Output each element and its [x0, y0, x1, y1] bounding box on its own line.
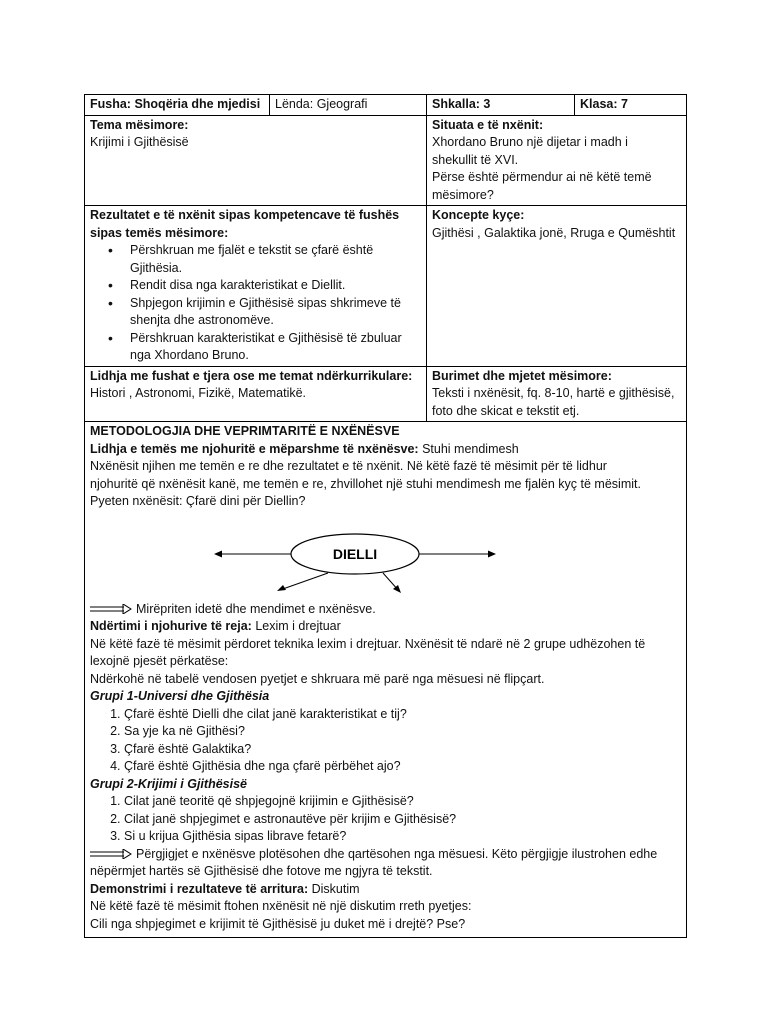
list-item: 3. Çfarë është Galaktika?: [124, 741, 681, 759]
situata-line: Përse është përmendur ai në këtë temë: [432, 170, 652, 184]
lidhja-njohurite: [90, 441, 681, 459]
ndertimi-label: Ndërtimi i njohurive të reja:: [90, 619, 252, 633]
burimet-line: foto dhe skicat e tekstit etj.: [432, 403, 580, 418]
lidhja-njohurite-label: Lidhja e temës me njohuritë e mëparshme të nxënësve:: [90, 441, 419, 456]
burimet-line: Teksti i nxënësit, fq. 8-10, hartë e gjithësisë,: [432, 386, 675, 400]
list-item: 1. Çfarë është Dielli dhe cilat janë karakteristikat e tij?: [124, 706, 681, 724]
rezultatet-cell: [85, 206, 427, 367]
grupi1-title: Grupi 1-Universi dhe Gjithësia: [90, 689, 270, 703]
lesson-plan: [84, 94, 686, 938]
situata-line: shekullit të XVI.: [432, 152, 519, 167]
list-item: 2. Cilat janë shpjegimet e astronautëve për krijim e Gjithësisë?: [124, 811, 681, 829]
lidhja-njohurite-value: Stuhi mendimesh: [418, 441, 519, 456]
arrowhead-down-left: [277, 585, 286, 591]
metodologjia-cell: [85, 422, 687, 938]
lidhja-label: Lidhja me fushat e tjera ose me temat ndërkurrikulare:: [90, 368, 413, 383]
grupi2-list: [90, 793, 681, 846]
paragraph-line: nëpërmjet hartës së Gjithësisë dhe fotove me ngjyra të tekstit.: [90, 864, 433, 878]
shkalla-cell: Shkalla: 3: [427, 95, 575, 116]
list-item: • Shpjegon krijimin e Gjithësisë sipas shkrimeve të shenjta dhe astronomëve.: [130, 295, 421, 330]
lesson-plan-table: [84, 94, 687, 938]
list-item: 2. Sa yje ka në Gjithësi?: [124, 723, 681, 741]
mirepriten-text: Mirëpriten idetë dhe mendimet e nxënësve.: [136, 601, 376, 616]
rezultatet-label: sipas temës mësimore:: [90, 225, 229, 240]
tema-row: [85, 115, 687, 206]
demonstrimi-line: [90, 881, 681, 899]
lidhja-row: [85, 366, 687, 422]
situata-line: mësimore?: [432, 187, 494, 202]
grupi2-title: Grupi 2-Krijimi i Gjithësisë: [90, 776, 247, 791]
paragraph-line: njohuritë që nxënësit kanë, me temën e re, zhvillohet një stuhi mendimesh me fjalën kyç të mësimit.: [90, 476, 641, 491]
tema-value: Krijimi i Gjithësisë: [90, 135, 189, 149]
pergjigjet-text: Përgjigjet e nxënësve plotësohen dhe qartësohen nga mësuesi. Këto përgjigje ilustrohen edhe: [136, 846, 658, 861]
ndertimi-value: Lexim i drejtuar: [251, 619, 341, 633]
burimet-cell: [427, 366, 687, 422]
metodologjia-row: [85, 422, 687, 938]
arrow-down-left: [280, 573, 328, 590]
arrow-right-icon: [90, 849, 132, 859]
list-item: 1. Cilat janë teoritë që shpjegojnë krijimin e Gjithësisë?: [124, 793, 681, 811]
arrowhead-right: [488, 550, 496, 557]
paragraph-line: Ndërkohë në tabelë vendosen pyetjet e shkruara më parë nga mësuesi në flipçart.: [90, 671, 545, 686]
situata-label: Situata e të nxënit:: [432, 117, 544, 132]
koncepte-value: Gjithësi , Galaktika jonë, Rruga e Qumështit: [432, 225, 676, 240]
rezultatet-list: [90, 242, 421, 365]
paragraph-line: Në këtë fazë të mësimit përdoret teknika lexim i drejtuar. Nxënësit të ndarë në 2 grupe udhëzohen të: [90, 636, 646, 651]
lidhja-cell: [85, 366, 427, 422]
lidhja-value: Histori , Astronomi, Fizikë, Matematikë.: [90, 386, 307, 400]
tema-label: Tema mësimore:: [90, 117, 189, 132]
paragraph-line: lexojnë pjesët përkatëse:: [90, 654, 229, 668]
paragraph-line: Në këtë fazë të mësimit ftohen nxënësit në një diskutim rreth pyetjes:: [90, 899, 472, 913]
fusha-cell: Fusha: Shoqëria dhe mjedisi: [85, 95, 270, 116]
lenda-cell: Lënda: Gjeografi: [270, 95, 427, 116]
metodologjia-title: METODOLOGJIA DHE VEPRIMTARITË E NXËNËSVE: [90, 424, 400, 438]
ndertimi-line: [90, 618, 681, 636]
list-item: • Rendit disa nga karakteristikat e Diellit.: [130, 277, 421, 295]
brainstorm-svg: [90, 511, 680, 601]
arrowhead-left: [214, 550, 222, 557]
list-item: 3. Si u krijua Gjithësia sipas librave fetarë?: [124, 828, 681, 846]
rezultatet-label: Rezultatet e të nxënit sipas kompetencave të fushës: [90, 208, 400, 222]
list-item: • Përshkruan me fjalët e tekstit se çfarë është Gjithësia.: [130, 242, 421, 277]
tema-cell: [85, 115, 427, 206]
dielli-label: DIELLI: [332, 545, 378, 562]
demonstrimi-label: Demonstrimi i rezultateve të arritura:: [90, 881, 309, 896]
koncepte-label: Koncepte kyçe:: [432, 208, 525, 222]
klasa-cell: Klasa: 7: [575, 95, 687, 116]
list-item: • Përshkruan karakteristikat e Gjithësisë të zbuluar nga Xhordano Bruno.: [130, 330, 421, 365]
pergjigjet-line: [90, 846, 681, 864]
koncepte-cell: [427, 206, 687, 367]
list-item: 4. Çfarë është Gjithësia dhe nga çfarë përbëhet ajo?: [124, 758, 681, 776]
arrow-right-icon: [90, 604, 132, 614]
situata-cell: [427, 115, 687, 206]
rezultatet-row: [85, 206, 687, 367]
paragraph-line: Cili nga shpjegimet e krijimit të Gjithësisë ju duket më i drejtë? Pse?: [90, 916, 466, 931]
paragraph-line: Nxënësit njihen me temën e re dhe rezultatet e të nxënit. Në këtë fazë të mësimit për të lidhur: [90, 459, 607, 473]
brainstorm-diagram: [90, 511, 681, 601]
burimet-label: Burimet dhe mjetet mësimore:: [432, 368, 612, 383]
mirepriten-line: [90, 601, 681, 619]
situata-line: Xhordano Bruno një dijetar i madh i: [432, 135, 628, 149]
paragraph-line: Pyeten nxënësit: Çfarë dini për Diellin?: [90, 494, 306, 508]
grupi1-list: [90, 706, 681, 776]
demonstrimi-value: Diskutim: [308, 881, 360, 896]
header-row: [85, 95, 687, 116]
